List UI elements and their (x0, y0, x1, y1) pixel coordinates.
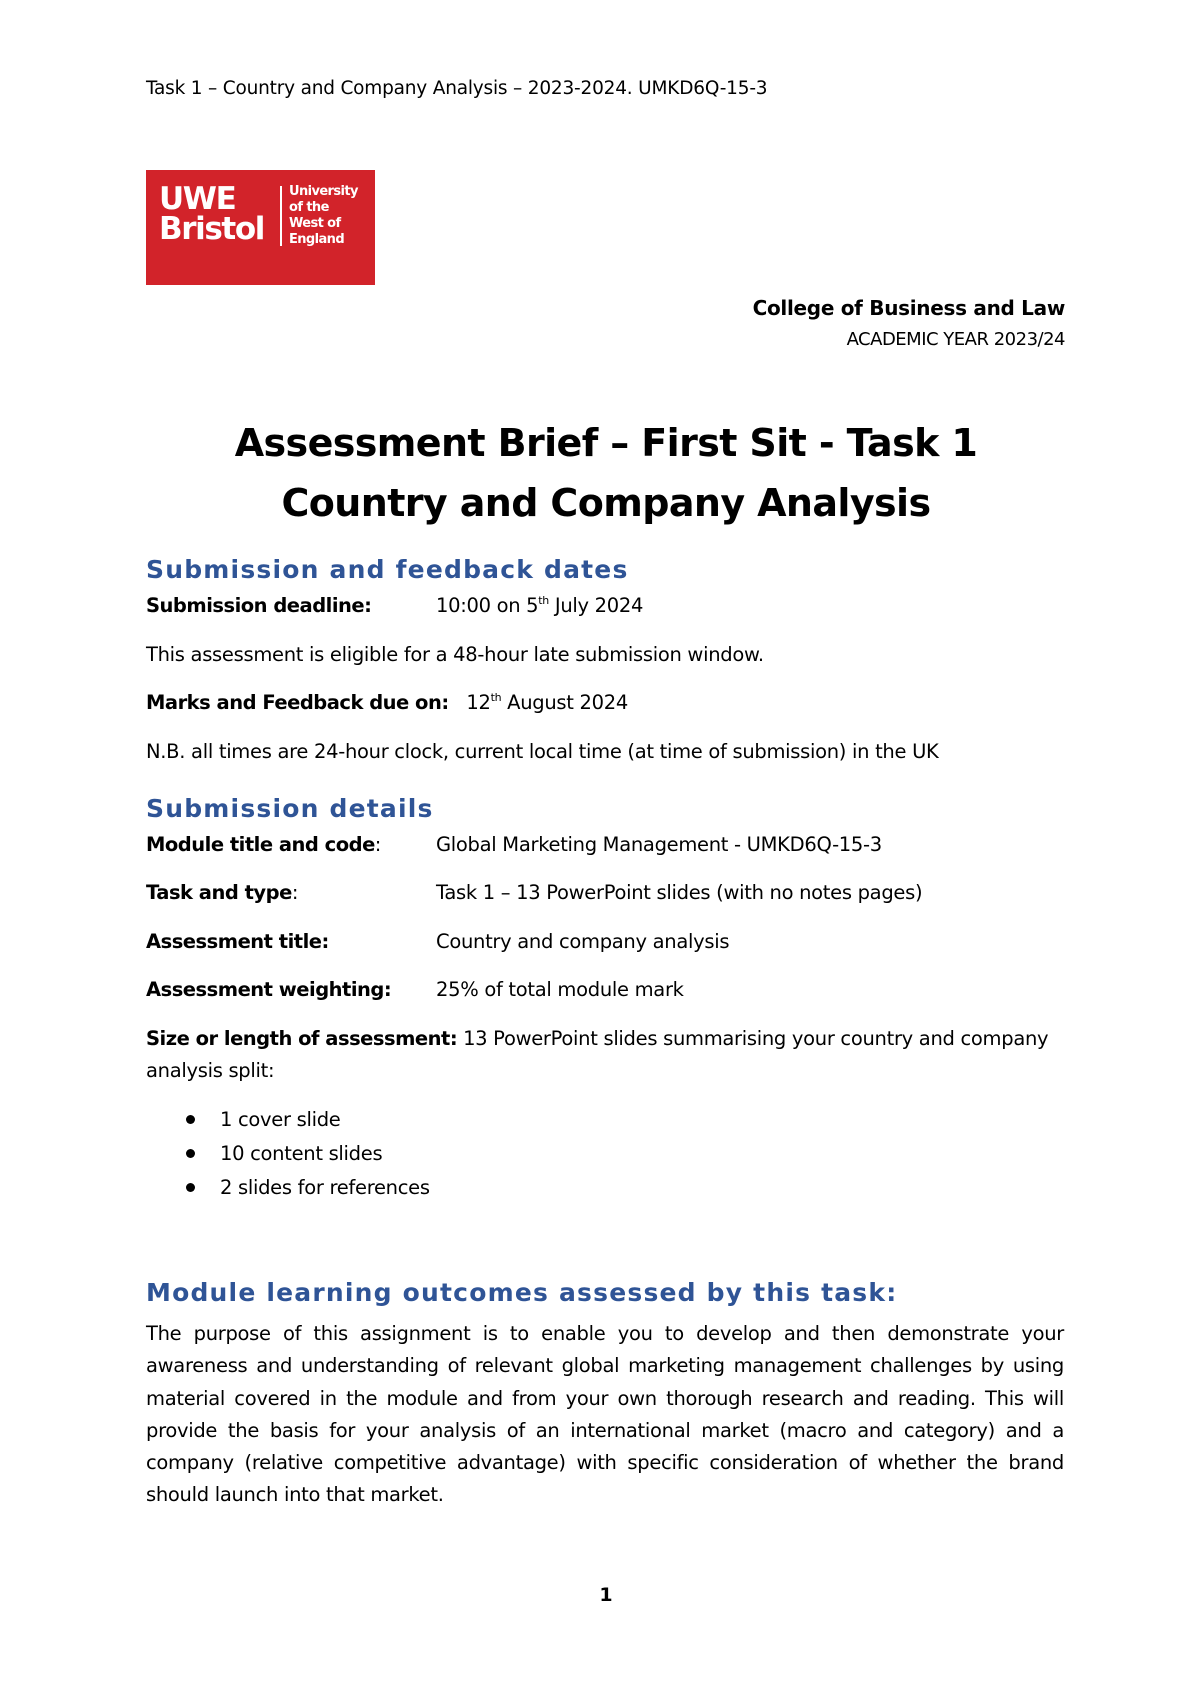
detail-row-size-cont: analysis split: (146, 1059, 275, 1082)
submission-deadline-label: Submission deadline: (146, 594, 372, 617)
bullet-icon (186, 1149, 195, 1158)
college-name: College of Business and Law (752, 296, 1065, 320)
bullet-icon (186, 1183, 195, 1192)
title-line-1: Assessment Brief – First Sit - Task 1 (234, 421, 978, 465)
logo-wordmark-line1: UWE (159, 181, 236, 217)
feedback-due-label: Marks and Feedback due on: (146, 691, 449, 714)
logo-wordmark-line2: Bristol (159, 211, 264, 247)
detail-row-title: Assessment title: Country and company analysis (146, 930, 730, 953)
list-item: 10 content slides (146, 1141, 430, 1175)
section-heading-outcomes: Module learning outcomes assessed by this task: (146, 1278, 898, 1307)
time-zone-note: N.B. all times are 24-hour clock, current local time (at time of submission) in the UK (146, 740, 939, 763)
late-submission-note: This assessment is eligible for a 48-hour late submission window. (146, 643, 764, 666)
logo-university-text: University of the West of England (289, 184, 358, 247)
academic-year: ACADEMIC YEAR 2023/24 (846, 329, 1065, 350)
detail-row-weighting: Assessment weighting: 25% of total module mark (146, 978, 684, 1001)
feedback-due-row (146, 691, 628, 714)
section-heading-details: Submission details (146, 794, 434, 823)
detail-row-task: Task and type: Task 1 – 13 PowerPoint slides (with no notes pages) (146, 881, 923, 904)
submission-deadline-row (146, 594, 644, 617)
submission-deadline-value: 10:00 on 5th July 2024 (436, 594, 644, 617)
slide-breakdown-list (146, 1107, 430, 1209)
detail-row-size: Size or length of assessment: 13 PowerPoint slides summarising your country and company (146, 1027, 1049, 1050)
uwe-bristol-logo (146, 170, 375, 285)
section-heading-dates: Submission and feedback dates (146, 555, 629, 584)
list-item: 2 slides for references (146, 1175, 430, 1209)
detail-row-module: Module title and code: Global Marketing Management - UMKD6Q-15-3 (146, 833, 882, 856)
college-block (753, 292, 1065, 356)
running-header: Task 1 – Country and Company Analysis – 2023-2024. UMKD6Q-15-3 (146, 78, 768, 99)
outcomes-paragraph: The purpose of this assignment is to enable you to develop and then demonstrate your awareness and understanding of relevant global marketing management challenges by using material covered in the module and from your own thorough research and reading. This will provide the basis for your analysis of an international market (macro and category) and a company (relative competitive advantage) with specific consideration of whether the brand should launch into that market. (146, 1322, 1064, 1507)
list-item: 1 cover slide (146, 1107, 430, 1141)
feedback-due-value: 12th August 2024 (466, 691, 628, 714)
document-title (0, 413, 1200, 533)
logo-divider (280, 186, 282, 246)
bullet-icon (186, 1115, 195, 1124)
page-number: 1 (599, 1584, 613, 1606)
title-line-2: Country and Company Analysis (281, 481, 931, 525)
